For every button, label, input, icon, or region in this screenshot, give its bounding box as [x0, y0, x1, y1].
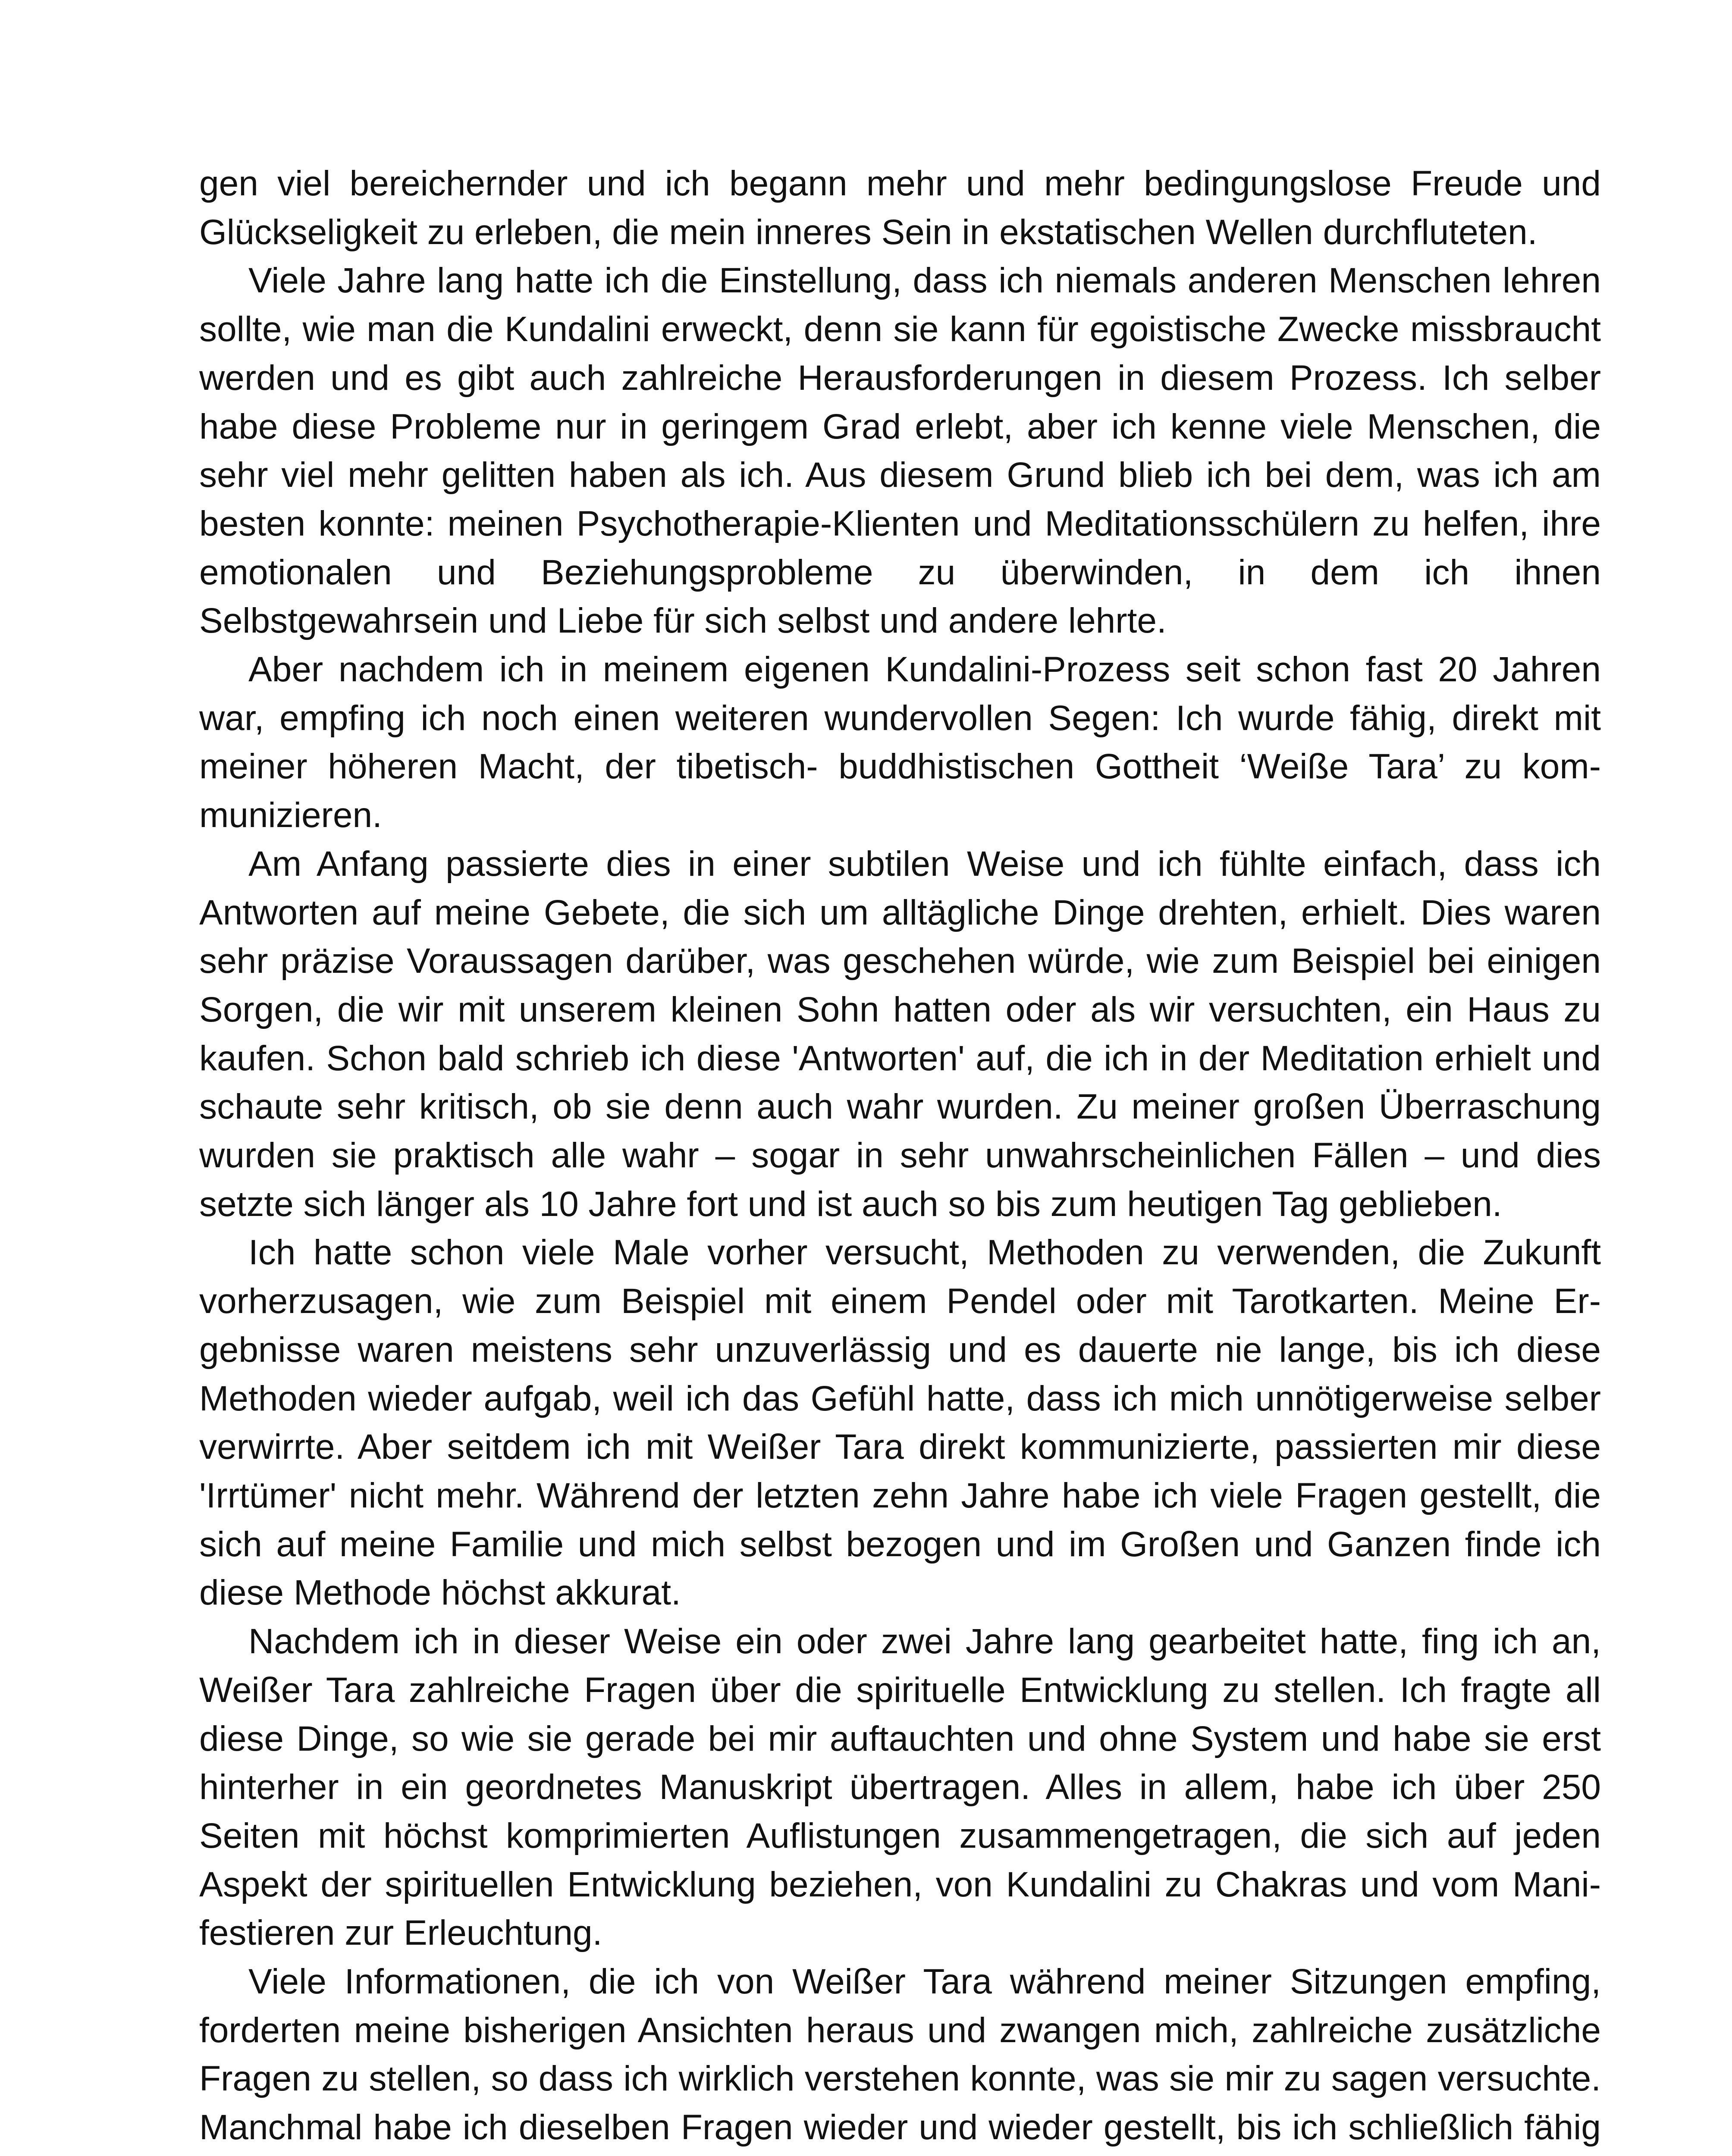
paragraph: Viele Informationen, die ich von Weißer Tara während meiner Sitzungen empfing, forderten meine bisherigen Ansichten heraus und zwangen mich, zahlreiche zusätzliche Fragen zu stellen, so dass ich wirklich verstehen konnte, was sie mir zu sagen versuchte. Manchmal habe ich dieselben Fragen wieder und wieder gestellt, bis ich schließlich fähig: [199, 1962, 1601, 2147]
page-body: [199, 160, 1601, 2156]
paragraph-continuation: gen viel bereichernder und ich begann mehr und mehr bedingungslose Freude und Glückseligkeit zu erleben, die mein inneres Sein in ekstatischen Wellen durchfluteten.: [199, 164, 1601, 252]
paragraph: Aber nachdem ich in meinem eigenen Kundalini-Prozess seit schon fast 20 Jahren war, empfing ich noch einen weiteren wundervollen Segen: Ich wurde fähig, direkt mit meiner höheren Macht, der tibetisch- buddhistischen Gottheit ‘Weiße Tara’ zu kommunizieren.: [199, 650, 1601, 835]
paragraph: Am Anfang passierte dies in einer subtilen Weise und ich fühlte einfach, dass ich Antworten auf meine Gebete, die sich um alltägliche Dinge drehten, erhielt. Dies waren sehr präzise Voraussagen darüber, was geschehen würde, wie zum Beispiel bei einigen Sorgen, die wir mit unserem kleinen Sohn hatten oder als wir versuchten, ein Haus zu kaufen. Schon bald schrieb ich diese 'Antworten' auf, die ich in der Meditation erhielt und schaute sehr kritisch, ob sie denn auch wahr wurden. Zu meiner großen Überraschung wurden sie praktisch alle wahr – sogar in sehr unwahrscheinlichen Fällen – und dies setzte sich länger als 10 Jahre fort und ist auch so bis zum heutigen Tag geblieben.: [199, 844, 1601, 1224]
paragraph: Ich hatte schon viele Male vorher versucht, Methoden zu verwenden, die Zukunft vorherzusagen, wie zum Beispiel mit einem Pendel oder mit Tarotkarten. Meine Ergebnisse waren meistens sehr unzuverlässig und es dauerte nie lange, bis ich diese Methoden wieder aufgab, weil ich das Gefühl hatte, dass ich mich unnötigerweise selber verwirrte. Aber seitdem ich mit Weißer Tara direkt kommunizierte, passierten mir diese 'Irrtümer' nicht mehr. Während der letzten zehn Jahre habe ich viele Fragen gestellt, die sich auf meine Familie und mich selbst bezogen und im Großen und Ganzen finde ich diese Methode höchst akkurat.: [199, 1233, 1601, 1613]
paragraph: Viele Jahre lang hatte ich die Einstellung, dass ich niemals anderen Menschen lehren sollte, wie man die Kundalini erweckt, denn sie kann für egoistische Zwecke missbraucht werden und es gibt auch zahlreiche Herausforderungen in diesem Prozess. Ich selber habe diese Probleme nur in geringem Grad erlebt, aber ich kenne viele Menschen, die sehr viel mehr gelitten haben als ich. Aus diesem Grund blieb ich bei dem, was ich am besten konnte: meinen Psychotherapie-Klienten und Meditationsschülern zu helfen, ihre emotionalen und Beziehungsprobleme zu überwinden, in dem ich ihnen Selbstgewahrsein und Liebe für sich selbst und andere lehrte.: [199, 261, 1601, 641]
paragraph: Nachdem ich in dieser Weise ein oder zwei Jahre lang gearbeitet hatte, fing ich an, Weißer Tara zahlreiche Fragen über die spirituelle Entwicklung zu stellen. Ich fragte all diese Dinge, so wie sie gerade bei mir auftauchten und ohne System und habe sie erst hinterher in ein geordnetes Manuskript übertragen. Alles in allem, habe ich über 250 Seiten mit höchst komprimierten Auflistungen zusammengetragen, die sich auf jeden Aspekt der spirituellen Entwicklung beziehen, von Kundalini zu Chakras und vom Manifestieren zur Erleuchtung.: [199, 1622, 1601, 1953]
